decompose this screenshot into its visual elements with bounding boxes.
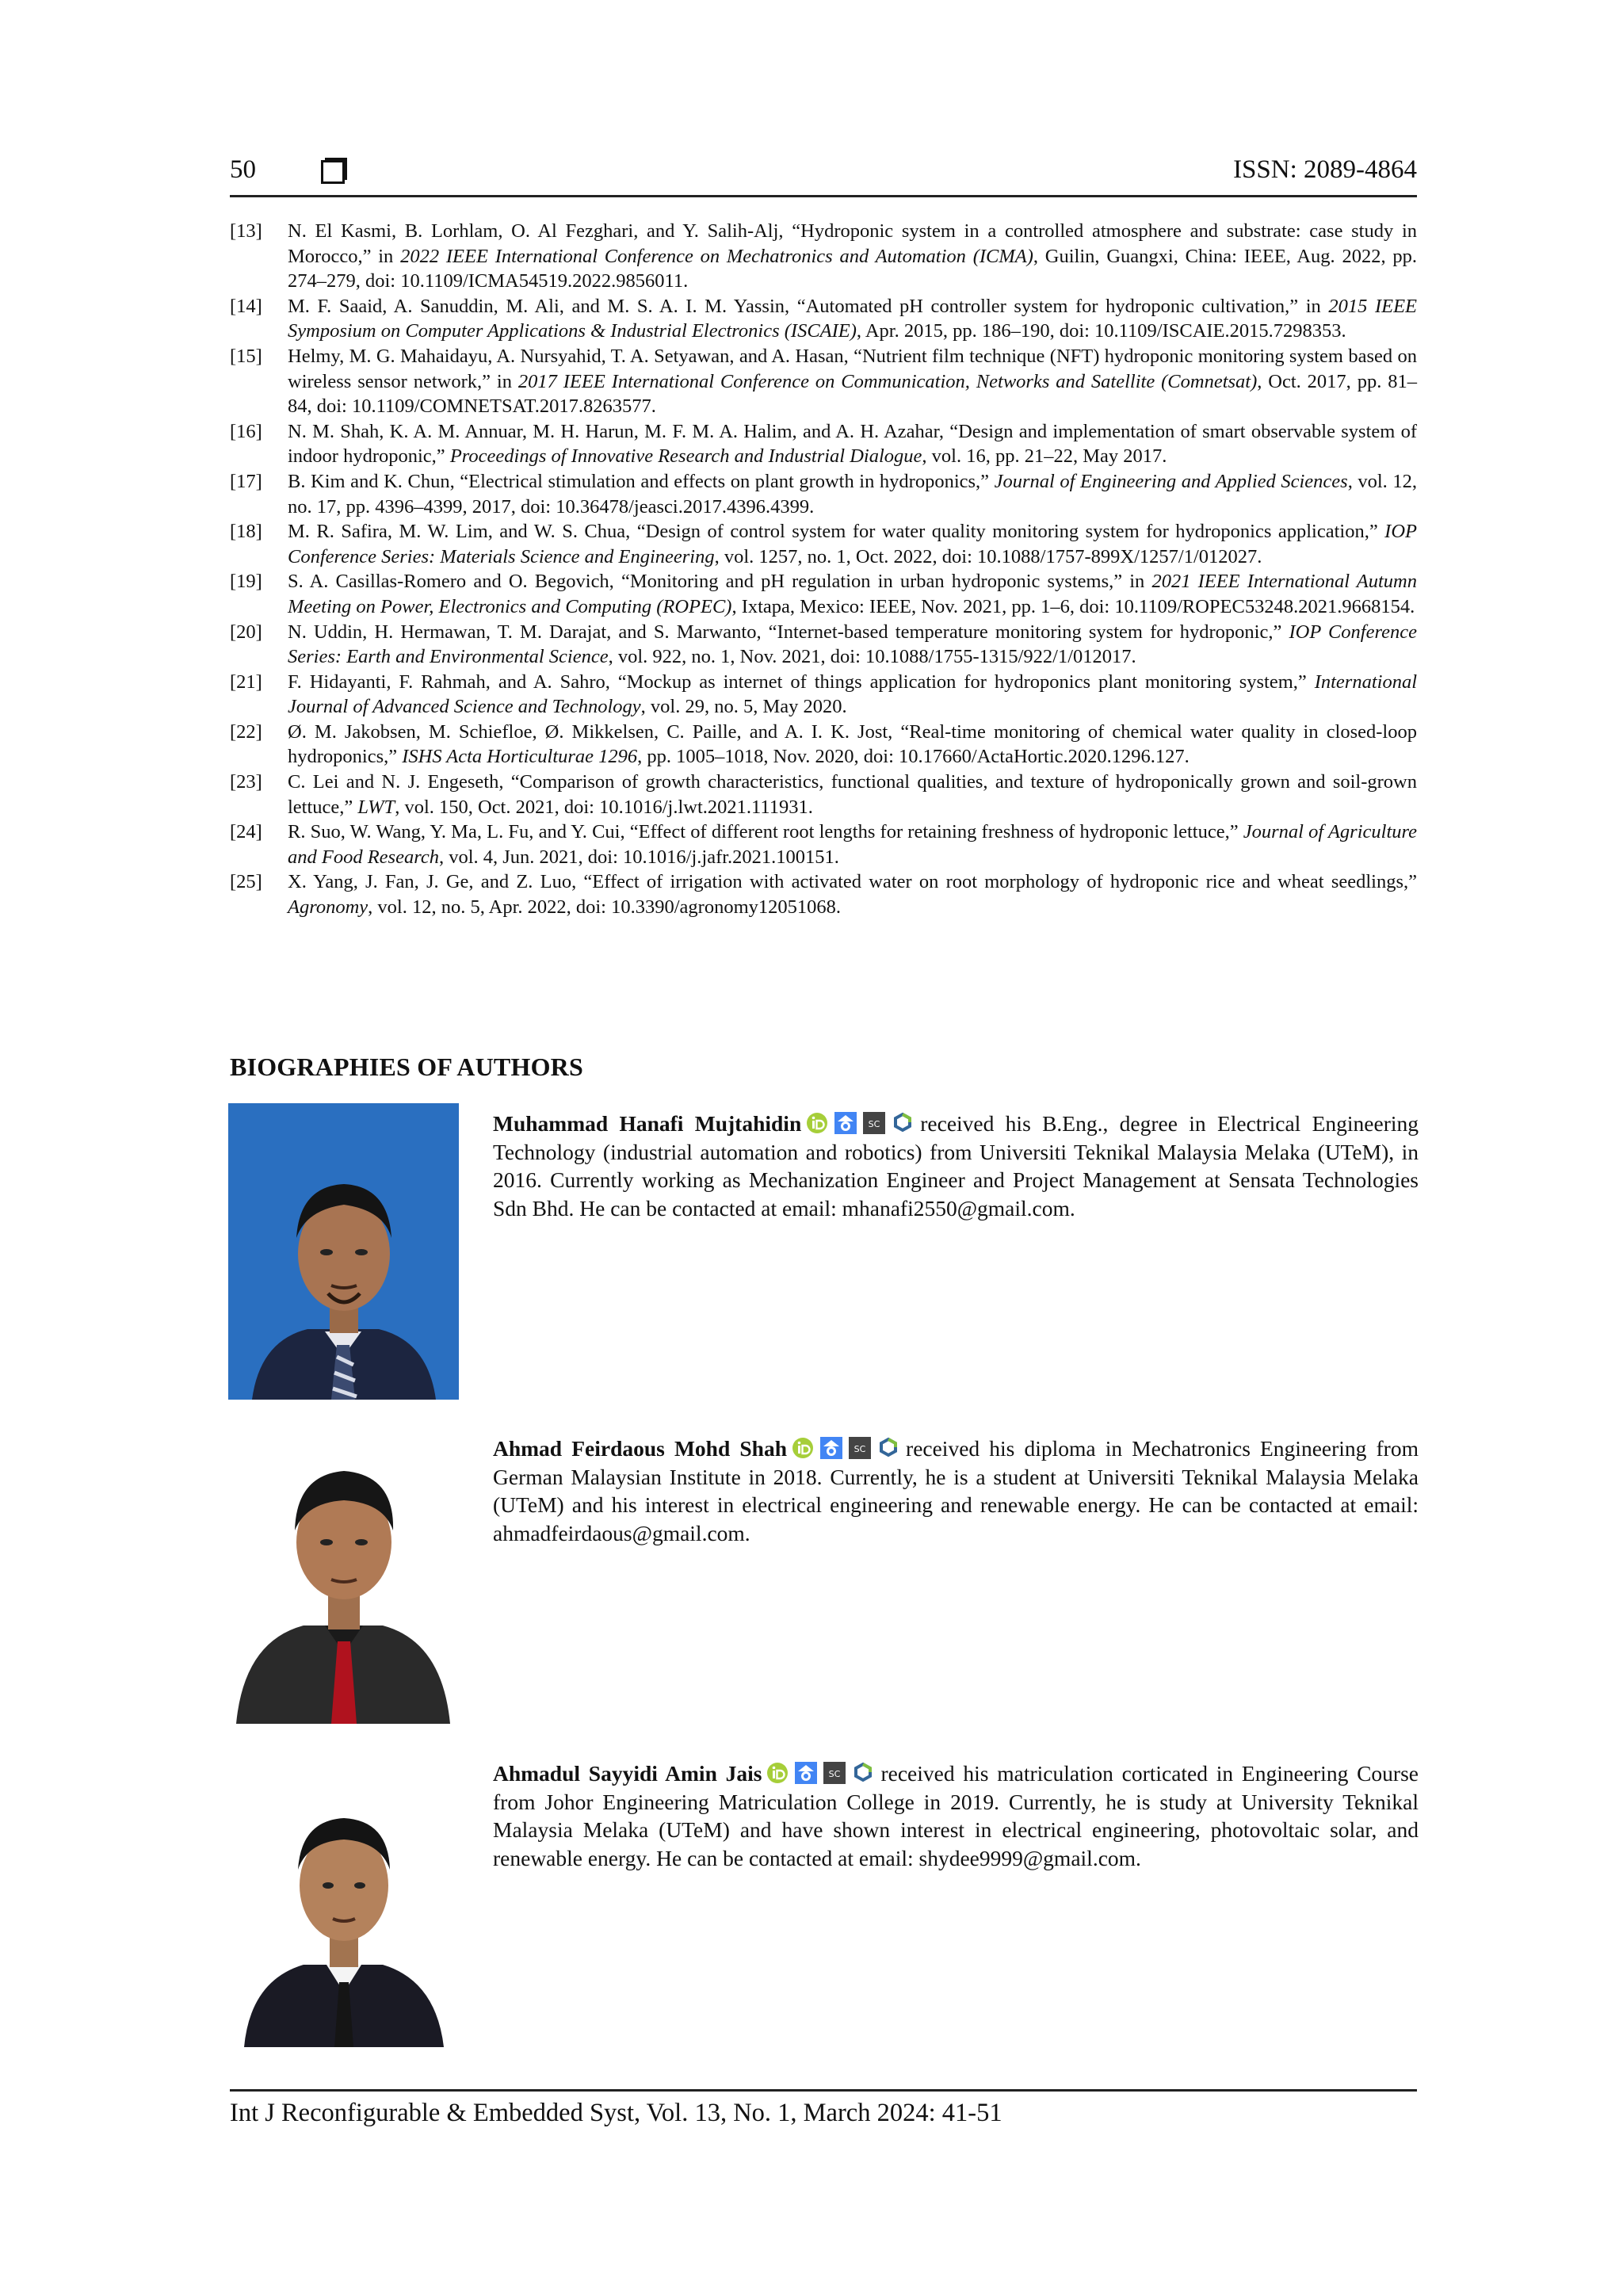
reference-entry <box>230 469 1417 519</box>
author-profile-icons <box>792 1437 899 1459</box>
reference-number: [24] <box>230 821 262 843</box>
reference-text: M. F. Saaid, A. Sanuddin, M. Ali, and M. S. A. I. M. Yassin, “Automated pH controller system for hydroponic cultivation,” in <box>288 295 1329 317</box>
footer-rule <box>230 2089 1417 2092</box>
reference-text: N. M. Shah, K. A. M. Annuar, M. H. Harun, M. F. M. A. Halim, and A. H. Azahar, “Design and implementation of smart observable system of indoor hydroponic,” <box>288 420 1417 468</box>
reference-entry <box>230 219 1417 294</box>
author-bio-text: received his B.Eng., degree in Electrical Engineering Technology (industrial automation and robotics) from Universiti Teknikal Malaysia Melaka (UTeM), in 2016. Currently working as Mechanization Engineer and Project Management at Sensata Technologies Sdn Bhd. He can be contacted at email: mhanafi2550@gmail.com. <box>493 1111 1419 1221</box>
scopus-icon[interactable] <box>849 1437 871 1459</box>
reference-number: [14] <box>230 295 262 317</box>
scopus-icon[interactable] <box>863 1112 885 1134</box>
reference-venue: Journal of Agriculture and Food Research <box>288 821 1418 868</box>
reference-number: [19] <box>230 571 262 593</box>
google-scholar-icon[interactable] <box>820 1437 842 1459</box>
orcid-icon[interactable] <box>806 1112 828 1134</box>
author-bio-text: received his matriculation corticated in Engineering Course from Johor Engineering Matriculation College in 2019. Currently, he is study at University Teknikal Malaysia Melaka (UTeM) and have shown interest in electrical engineering, photovoltaic solar, and renewable energy. He can be contacted at email: shydee9999@gmail.com. <box>493 1761 1419 1870</box>
reference-text: B. Kim and K. Chun, “Electrical stimulation and effects on plant growth in hydroponics,” <box>288 470 995 492</box>
reference-entry <box>230 620 1417 670</box>
reference-number: [20] <box>230 621 262 643</box>
reference-text: C. Lei and N. J. Engeseth, “Comparison of growth characteristics, functional qualities, and texture of hydroponically grown and soil-grown lettuce,” <box>288 771 1417 818</box>
reference-venue: LWT <box>357 796 395 818</box>
reference-number: [17] <box>230 470 262 492</box>
reference-text: S. A. Casillas-Romero and O. Begovich, “Monitoring and pH regulation in urban hydroponic systems,” in <box>288 571 1152 593</box>
reference-entry <box>230 294 1417 344</box>
author-photo-2 <box>228 1427 459 1724</box>
author-bio-3 <box>493 1759 1419 1872</box>
publons-icon[interactable] <box>852 1762 874 1784</box>
author-photo-3 <box>228 1751 459 2047</box>
reference-text: M. R. Safira, M. W. Lim, and W. S. Chua, “Design of control system for water quality monitoring system for hydroponics application,” <box>288 521 1385 543</box>
svg-text:SC: SC <box>829 1769 841 1779</box>
biographies-heading: BIOGRAPHIES OF AUTHORS <box>230 1052 583 1081</box>
author-profile-icons <box>766 1762 874 1784</box>
reference-number: [18] <box>230 521 262 543</box>
reference-text: , vol. 29, no. 5, May 2020. <box>640 696 847 718</box>
reference-entry <box>230 569 1417 619</box>
reference-venue: Journal of Engineering and Applied Sciences <box>994 470 1348 492</box>
publons-icon[interactable] <box>877 1437 899 1459</box>
reference-entry <box>230 819 1417 869</box>
reference-venue: 2022 IEEE International Conference on Mechatronics and Automation (ICMA) <box>400 245 1033 267</box>
orcid-icon[interactable] <box>792 1437 814 1459</box>
reference-entry <box>230 869 1417 919</box>
reference-text: X. Yang, J. Fan, J. Ge, and Z. Luo, “Effect of irrigation with activated water on root morphology of hydroponic rice and wheat seedlings,” <box>288 871 1417 893</box>
reference-venue: IOP Conference Series: Materials Science and Engineering <box>288 521 1417 567</box>
author-photo-1 <box>228 1103 459 1400</box>
author-name: Muhammad Hanafi Mujtahidin <box>493 1111 802 1136</box>
reference-text: , vol. 1257, no. 1, Oct. 2022, doi: 10.1088/1757-899X/1257/1/012027. <box>714 545 1262 567</box>
reference-venue: Proceedings of Innovative Research and Industrial Dialogue <box>449 445 922 468</box>
reference-text: , vol. 4, Jun. 2021, doi: 10.1016/j.jafr.2021.100151. <box>438 846 839 868</box>
reference-text: N. El Kasmi, B. Lorhlam, O. Al Fezghari, and Y. Salih-Alj, “Hydroponic system in a controlled atmosphere and substrate: case study in Morocco,” in <box>288 220 1417 267</box>
footer-citation: Int J Reconfigurable & Embedded Syst, Vol. 13, No. 1, March 2024: 41-51 <box>230 2099 1002 2127</box>
reference-text: , Apr. 2015, pp. 186–190, doi: 10.1109/ISCAIE.2015.7298353. <box>856 320 1346 342</box>
svg-text:SC: SC <box>854 1444 866 1454</box>
reference-text: , vol. 150, Oct. 2021, doi: 10.1016/j.lwt.2021.111931. <box>395 796 813 818</box>
reference-number: [22] <box>230 720 262 743</box>
reference-text: , pp. 1005–1018, Nov. 2020, doi: 10.17660/ActaHortic.2020.1296.127. <box>637 746 1190 768</box>
page-number: 50 <box>230 155 256 184</box>
author-bio-1 <box>493 1110 1419 1222</box>
reference-text: , Guilin, Guangxi, China: IEEE, Aug. 2022, pp. 274–279, doi: 10.1109/ICMA54519.2022.9856011. <box>288 245 1417 292</box>
reference-text: , vol. 12, no. 17, pp. 4396–4399, 2017, doi: 10.36478/jeasci.2017.4396.4399. <box>288 470 1418 518</box>
reference-number: [15] <box>230 345 262 367</box>
reference-entry <box>230 670 1417 720</box>
reference-list <box>230 219 1417 920</box>
reference-text: R. Suo, W. Wang, Y. Ma, L. Fu, and Y. Cui, “Effect of different root lengths for retaining freshness of hydroponic lettuce,” <box>288 821 1243 843</box>
author-bio-2 <box>493 1435 1419 1547</box>
google-scholar-icon[interactable] <box>795 1762 817 1784</box>
reference-venue: ISHS Acta Horticulturae 1296 <box>402 746 638 768</box>
reference-number: [21] <box>230 670 262 693</box>
google-scholar-icon[interactable] <box>834 1112 857 1134</box>
reference-entry <box>230 419 1417 469</box>
reference-venue: International Journal of Advanced Science and Technology <box>288 670 1417 718</box>
author-profile-icons <box>806 1112 914 1134</box>
author-name: Ahmadul Sayyidi Amin Jais <box>493 1761 762 1786</box>
reference-text: , vol. 16, pp. 21–22, May 2017. <box>922 445 1167 468</box>
author-name: Ahmad Feirdaous Mohd Shah <box>493 1436 788 1461</box>
svg-text:SC: SC <box>868 1119 880 1129</box>
reference-venue: IOP Conference Series: Earth and Environmental Science <box>288 621 1417 668</box>
reference-text: , vol. 12, no. 5, Apr. 2022, doi: 10.3390/agronomy12051068. <box>368 896 842 919</box>
author-bio-text: received his diploma in Mechatronics Engineering from German Malaysian Institute in 2018. Currently, he is a student at Universiti Teknikal Malaysia Melaka (UTeM) and his interest in electrical engineering and renewable energy. He can be contacted at email: ahmadfeirdaous@gmail.com. <box>493 1436 1419 1545</box>
reference-text: Helmy, M. G. Mahaidayu, A. Nursyahid, T. A. Setyawan, and A. Hasan, “Nutrient film technique (NFT) hydroponic monitoring system based on wireless sensor network,” in <box>288 345 1417 392</box>
reference-text: , vol. 922, no. 1, Nov. 2021, doi: 10.1088/1755-1315/922/1/012017. <box>608 646 1136 668</box>
reference-entry <box>230 720 1417 770</box>
reference-entry <box>230 770 1417 819</box>
publons-icon[interactable] <box>892 1112 914 1134</box>
reference-number: [25] <box>230 871 262 893</box>
scopus-icon[interactable] <box>823 1762 846 1784</box>
reference-venue: Agronomy <box>288 896 369 919</box>
reference-text: F. Hidayanti, F. Rahmah, and A. Sahro, “Mockup as internet of things application for hydroponics plant monitoring system,” <box>288 670 1315 693</box>
issn-label: ISSN: 2089-4864 <box>1233 155 1417 184</box>
checkbox-glyph-icon <box>321 160 345 184</box>
reference-number: [23] <box>230 771 262 793</box>
reference-number: [16] <box>230 420 262 442</box>
reference-text: , Oct. 2017, pp. 81–84, doi: 10.1109/COMNETSAT.2017.8263577. <box>288 370 1417 418</box>
reference-text: , Ixtapa, Mexico: IEEE, Nov. 2021, pp. 1–6, doi: 10.1109/ROPEC53248.2021.9668154. <box>731 595 1415 617</box>
reference-entry <box>230 344 1417 419</box>
orcid-icon[interactable] <box>766 1762 789 1784</box>
reference-number: [13] <box>230 220 262 242</box>
reference-entry <box>230 519 1417 569</box>
page-header <box>230 151 1417 197</box>
reference-venue: 2017 IEEE International Conference on Communication, Networks and Satellite (Comnetsat) <box>517 370 1258 392</box>
reference-text: N. Uddin, H. Hermawan, T. M. Darajat, and S. Marwanto, “Internet-based temperature monitoring system for hydroponic,” <box>288 621 1289 643</box>
reference-venue: 2015 IEEE Symposium on Computer Applications & Industrial Electronics (ISCAIE) <box>288 295 1417 342</box>
reference-venue: 2021 IEEE International Autumn Meeting on Power, Electronics and Computing (ROPEC) <box>288 571 1418 617</box>
reference-text: Ø. M. Jakobsen, M. Schiefloe, Ø. Mikkelsen, C. Paille, and A. I. K. Jost, “Real-time monitoring of chemical water quality in closed-loop hydroponics,” <box>288 720 1417 768</box>
